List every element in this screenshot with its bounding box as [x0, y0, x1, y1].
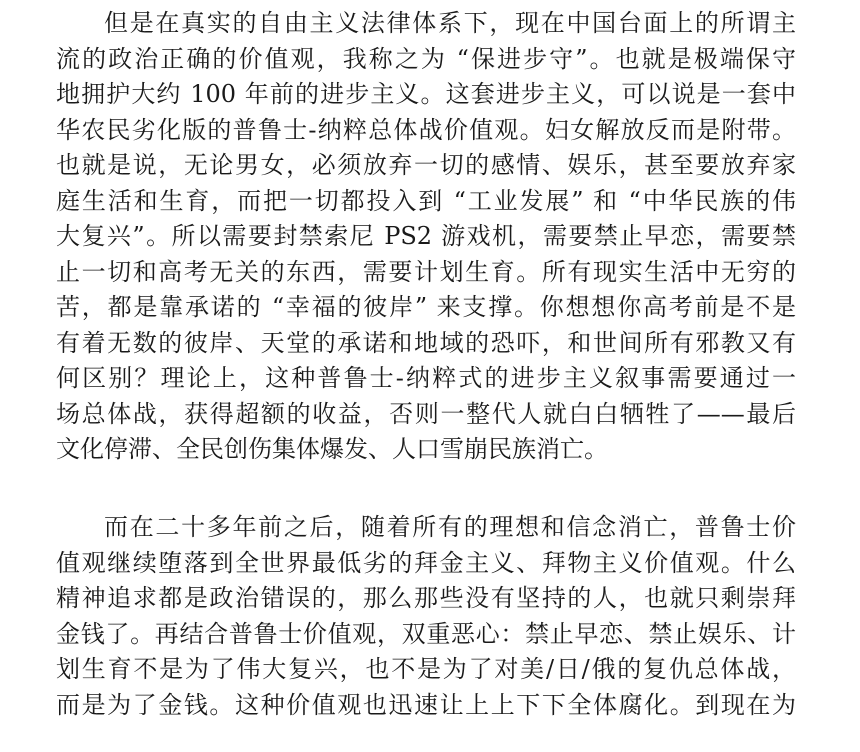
text-line: 地拥护大约 100 年前的进步主义。这套进步主义，可以说是一套中 [56, 80, 796, 108]
text-line: 大复兴”。所以需要封禁索尼 PS2 游戏机，需要禁止早恋，需要禁 [56, 222, 796, 250]
paragraph-2 [56, 510, 796, 723]
text-line: 何区别？理论上，这种普鲁士-纳粹式的进步主义叙事需要通过一 [56, 364, 796, 392]
text-line: 文化停滞、全民创伤集体爆发、人口雪崩民族消亡。 [56, 435, 608, 463]
text-line: 庭生活和生育，而把一切都投入到 “工业发展” 和 “中华民族的伟 [56, 186, 796, 215]
text-line: 值观继续堕落到全世界最低劣的拜金主义、拜物主义价值观。什么 [56, 548, 796, 577]
text-line: 止一切和高考无关的东西，需要计划生育。所有现实生活中无穷的 [56, 257, 796, 286]
text-line: 而在二十多年前之后，随着所有的理想和信念消亡，普鲁士价 [104, 513, 796, 541]
text-line: 精神追求都是政治错误的，那么那些没有坚持的人，也就只剩崇拜 [56, 584, 796, 612]
text-line: 场总体战，获得超额的收益，否则一整代人就白白牺牲了——最后 [56, 399, 796, 428]
text-line: 金钱了。再结合普鲁士价值观，双重恶心：禁止早恋、禁止娱乐、计 [56, 619, 796, 648]
text-line: 华农民劣化版的普鲁士-纳粹总体战价值观。妇女解放反而是附带。 [56, 115, 796, 144]
text-line: 划生育不是为了伟大复兴，也不是为了对美/日/俄的复仇总体战， [56, 655, 796, 683]
text-line: 流的政治正确的价值观，我称之为 “保进步守”。也就是极端保守 [56, 44, 796, 73]
text-line: 但是在真实的自由主义法律体系下，现在中国台面上的所谓主 [104, 9, 796, 37]
text-line: 也就是说，无论男女，必须放弃一切的感情、娱乐，甚至要放弃家 [56, 151, 796, 179]
text-line: 而是为了金钱。这种价值观也迅速让上上下下全体腐化。到现在为 [56, 690, 796, 719]
paragraph-1 [56, 6, 796, 468]
text-line: 有着无数的彼岸、天堂的承诺和地域的恐吓，和世间所有邪教又有 [56, 328, 796, 357]
text-line: 苦，都是靠承诺的 “幸福的彼岸” 来支撑。你想想你高考前是不是 [56, 293, 796, 321]
